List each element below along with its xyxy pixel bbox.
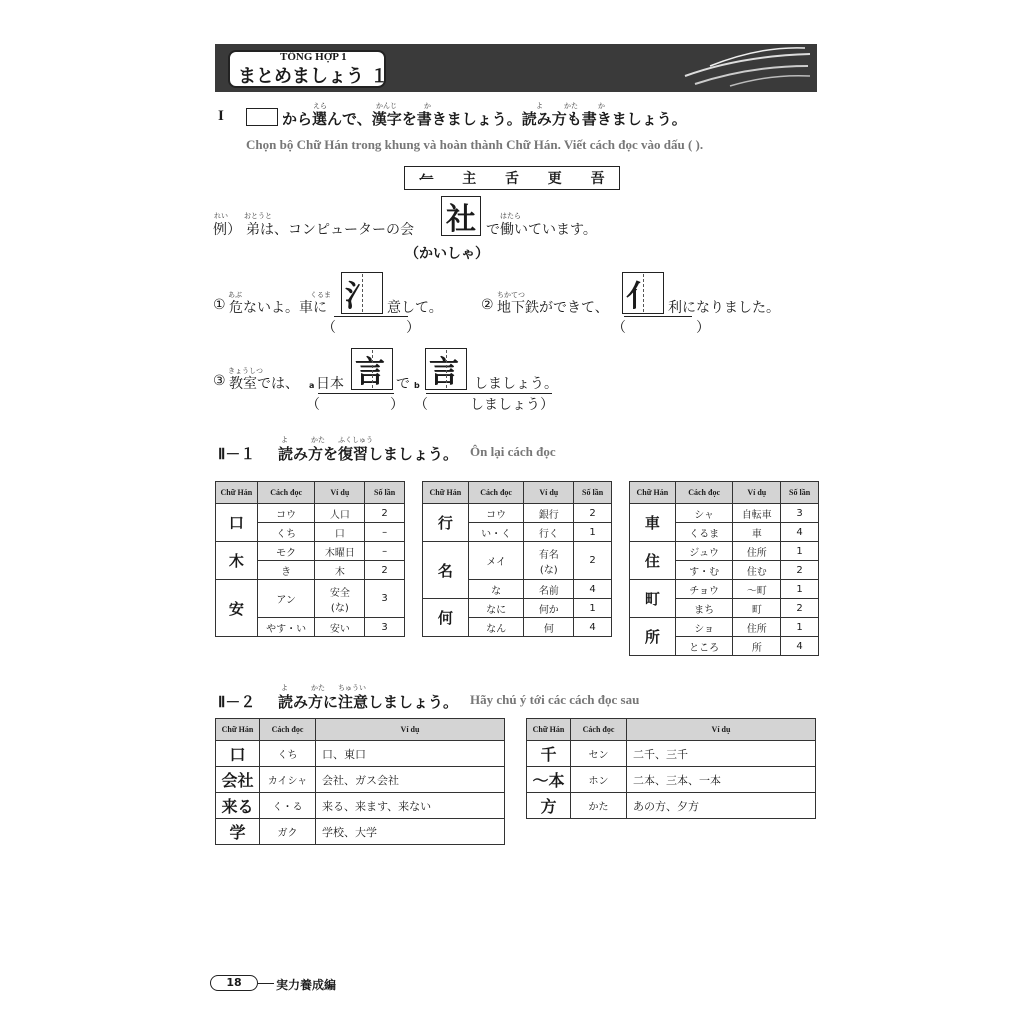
reading-cell: い・く xyxy=(468,523,524,542)
kanji-cell: 方 xyxy=(527,793,571,819)
page-number: 18 xyxy=(210,975,258,991)
count-cell: 3 xyxy=(365,580,405,618)
guide-line xyxy=(372,350,373,388)
table-row xyxy=(630,580,819,599)
kanji-cell: ～本 xyxy=(527,767,571,793)
section2-1-number: Ⅱ－１ xyxy=(218,447,256,463)
reading-cell: くるま xyxy=(675,523,733,542)
table-row xyxy=(423,599,612,618)
count-cell: 4 xyxy=(574,618,612,637)
section2-2-title-vn: Hãy chú ý tới các cách đọc sau xyxy=(470,692,640,707)
example-cell: あの方、夕方 xyxy=(627,793,816,819)
section1-instruction-vn: Chọn bộ Chữ Hán trong khung và hoàn thành Chữ Hán. Viết cách đọc vào dấu ( ). xyxy=(246,137,704,152)
count-cell: 3 xyxy=(781,504,819,523)
choice-item: 主 xyxy=(462,171,477,187)
example-cell: 何 xyxy=(524,618,574,637)
example-cell: 来る、来ます、来ない xyxy=(316,793,505,819)
example-kanji-box: 社 xyxy=(441,196,481,236)
example-cell: 木 xyxy=(315,561,365,580)
q3-answer-paren-b: （ しましょう） xyxy=(414,397,554,413)
kanji-cell: 口 xyxy=(216,504,258,542)
example-cell: 銀行 xyxy=(524,504,574,523)
col-header: Chữ Hán xyxy=(423,482,469,504)
kanji-cell: 学 xyxy=(216,819,260,845)
count-cell: 1 xyxy=(574,599,612,618)
reading-cell: ところ xyxy=(675,637,733,656)
reading-cell: かた xyxy=(571,793,627,819)
example-cell: 所 xyxy=(733,637,781,656)
table-row xyxy=(216,767,505,793)
ruby-text: ふくしゅう xyxy=(338,436,373,444)
example-cell: 住む xyxy=(733,561,781,580)
count-cell: 2 xyxy=(365,561,405,580)
reading-table-1 xyxy=(215,481,405,637)
section2-2-title: 読み方に注意しましょう。 xyxy=(278,693,459,711)
section1-number: I xyxy=(218,108,224,124)
example-text-before: 弟は、コンピューターの会 xyxy=(246,222,414,238)
reading-cell: アン xyxy=(257,580,315,618)
ruby-text: かんじ xyxy=(376,102,397,110)
count-cell: 1 xyxy=(781,542,819,561)
reading-cell: ショ xyxy=(675,618,733,637)
reading-cell: く・る xyxy=(260,793,316,819)
q1-kanji-box: 氵 xyxy=(341,272,383,314)
ruby-text: あぶ xyxy=(228,291,242,299)
count-cell: 1 xyxy=(781,580,819,599)
col-header: Ví dụ xyxy=(627,719,816,741)
col-header: Cách đọc xyxy=(257,482,315,504)
q3-answer-paren-a: （ ） xyxy=(306,397,404,413)
kanji-cell: 木 xyxy=(216,542,258,580)
kanji-cell: 名 xyxy=(423,542,469,599)
section2-1-title: 読み方を復習しましょう。 xyxy=(278,445,459,463)
ruby-text: ちゅうい xyxy=(338,684,366,692)
count-cell: 2 xyxy=(781,599,819,618)
example-cell: 口 xyxy=(315,523,365,542)
answer-line xyxy=(624,316,692,317)
footer-divider xyxy=(258,983,274,984)
example-cell: 会社、ガス会社 xyxy=(316,767,505,793)
ruby-text: えら xyxy=(313,102,327,110)
example-cell: 二本、三本、一本 xyxy=(627,767,816,793)
example-text-after: で働いています。 xyxy=(486,222,597,238)
example-cell: 安全 (な) xyxy=(315,580,365,618)
count-cell: – xyxy=(365,523,405,542)
reading-cell: くち xyxy=(257,523,315,542)
kanji-cell: 安 xyxy=(216,580,258,637)
table-header-row xyxy=(216,719,505,741)
table-header-row xyxy=(527,719,816,741)
count-cell: – xyxy=(365,542,405,561)
ruby-text: きょうしつ xyxy=(228,367,263,375)
guide-line xyxy=(362,274,363,312)
col-header: Số lần xyxy=(574,482,612,504)
header-title: まとめましょう １ xyxy=(238,66,389,87)
table-row xyxy=(216,819,505,845)
caution-table-left xyxy=(215,718,505,845)
example-cell: 人口 xyxy=(315,504,365,523)
choice-item: 更 xyxy=(547,171,562,187)
reading-cell: き xyxy=(257,561,315,580)
ruby-text: よ xyxy=(281,436,288,444)
ruby-text: おとうと xyxy=(244,212,272,220)
table-row xyxy=(630,504,819,523)
example-cell: 二千、三千 xyxy=(627,741,816,767)
q2-text-before: 地下鉄ができて、 xyxy=(497,300,609,316)
ruby-text: れい xyxy=(214,212,228,220)
kanji-cell: 来る xyxy=(216,793,260,819)
example-label: 例） xyxy=(213,222,241,238)
count-cell: 2 xyxy=(574,504,612,523)
ruby-text: くるま xyxy=(310,291,331,299)
reading-cell: な xyxy=(468,580,524,599)
kanji-choice-box xyxy=(404,166,620,190)
count-cell: 1 xyxy=(781,618,819,637)
guide-line xyxy=(446,350,447,388)
guide-line xyxy=(643,274,644,312)
count-cell: 1 xyxy=(574,523,612,542)
count-cell: 4 xyxy=(781,523,819,542)
q3-kanji-box-b: 言 xyxy=(425,348,467,390)
section2-1-title-vn: Ôn lại cách đọc xyxy=(470,444,556,459)
example-cell: 学校、大学 xyxy=(316,819,505,845)
answer-line xyxy=(318,393,394,394)
ruby-text: よ xyxy=(281,684,288,692)
reading-cell: くち xyxy=(260,741,316,767)
example-cell: 住所 xyxy=(733,618,781,637)
reading-cell: コウ xyxy=(257,504,315,523)
ruby-text: かた xyxy=(311,684,325,692)
col-header: Chữ Hán xyxy=(216,482,258,504)
example-cell: 車 xyxy=(733,523,781,542)
reading-cell: カイシャ xyxy=(260,767,316,793)
q2-answer-paren: （ ） xyxy=(612,320,710,336)
kanji-cell: 千 xyxy=(527,741,571,767)
col-header: Chữ Hán xyxy=(527,719,571,741)
count-cell: 2 xyxy=(365,504,405,523)
ruby-text: かた xyxy=(311,436,325,444)
q1-text-before: 危ないよ。車に xyxy=(229,300,327,316)
col-header: Ví dụ xyxy=(524,482,574,504)
col-header: Cách đọc xyxy=(260,719,316,741)
reading-cell: まち xyxy=(675,599,733,618)
q3-kanji-box-a: 言 xyxy=(351,348,393,390)
choice-item: 吾 xyxy=(590,171,605,187)
col-header: Ví dụ xyxy=(315,482,365,504)
example-cell: 住所 xyxy=(733,542,781,561)
example-cell: 名前 xyxy=(524,580,574,599)
reading-cell: メイ xyxy=(468,542,524,580)
count-cell: 2 xyxy=(781,561,819,580)
example-cell: 安い xyxy=(315,618,365,637)
choice-item: 舌 xyxy=(504,171,519,187)
sub-a: a xyxy=(309,381,315,390)
count-cell: 3 xyxy=(365,618,405,637)
q3-number: ③ xyxy=(213,373,226,389)
ruby-text: ちかてつ xyxy=(497,291,525,299)
reading-cell: なん xyxy=(468,618,524,637)
reading-cell: ガク xyxy=(260,819,316,845)
reading-cell: ホン xyxy=(571,767,627,793)
book-title: 実力養成編 xyxy=(276,978,337,992)
choice-item: 𠂉 xyxy=(419,171,434,187)
reading-cell: セン xyxy=(571,741,627,767)
col-header: Cách đọc xyxy=(468,482,524,504)
col-header: Ví dụ xyxy=(316,719,505,741)
reading-cell: す・む xyxy=(675,561,733,580)
table-row xyxy=(527,793,816,819)
table-header-row xyxy=(216,482,405,504)
kanji-cell: 口 xyxy=(216,741,260,767)
col-header: Ví dụ xyxy=(733,482,781,504)
col-header: Chữ Hán xyxy=(630,482,676,504)
answer-line xyxy=(426,393,552,394)
table-row xyxy=(216,504,405,523)
kanji-cell: 町 xyxy=(630,580,676,618)
answer-blank-box xyxy=(246,108,278,126)
header-subtitle: TỔNG HỢP 1 xyxy=(280,51,347,63)
kanji-cell: 何 xyxy=(423,599,469,637)
table-header-row xyxy=(423,482,612,504)
table-row xyxy=(527,741,816,767)
section1-instruction: から選んで、漢字を書きましょう。読み方も書きましょう。 xyxy=(282,110,687,128)
kanji-cell: 行 xyxy=(423,504,469,542)
example-cell: 口、東口 xyxy=(316,741,505,767)
table-row xyxy=(216,741,505,767)
reading-cell: モク xyxy=(257,542,315,561)
reading-cell: チョウ xyxy=(675,580,733,599)
reading-table-2 xyxy=(422,481,612,637)
col-header: Chữ Hán xyxy=(216,719,260,741)
reading-cell: シャ xyxy=(675,504,733,523)
table-row xyxy=(423,504,612,523)
ruby-text: か xyxy=(424,102,431,110)
example-cell: 自転車 xyxy=(733,504,781,523)
ruby-text: か xyxy=(598,102,605,110)
answer-line xyxy=(334,316,408,317)
reading-cell: コウ xyxy=(468,504,524,523)
swoosh-decoration xyxy=(680,46,815,90)
reading-cell: なに xyxy=(468,599,524,618)
reading-cell: やす・い xyxy=(257,618,315,637)
example-reading: （かいしゃ） xyxy=(405,246,489,262)
q1-answer-paren: （ ） xyxy=(322,320,420,336)
table-row xyxy=(630,618,819,637)
count-cell: 2 xyxy=(574,542,612,580)
q3-text-after: しましょう。 xyxy=(474,376,558,392)
q2-kanji-box: 亻 xyxy=(622,272,664,314)
q3-text-mid2: で xyxy=(396,376,410,392)
q1-text-after: 意して。 xyxy=(387,300,443,316)
example-cell: 行く xyxy=(524,523,574,542)
table-row xyxy=(216,580,405,618)
kanji-cell: 所 xyxy=(630,618,676,656)
ruby-text: かた xyxy=(564,102,578,110)
example-cell: 有名 (な) xyxy=(524,542,574,580)
example-cell: 何か xyxy=(524,599,574,618)
q3-text-mid1: 日本 xyxy=(316,376,344,392)
q3-text-before: 教室では、 xyxy=(229,376,299,392)
table-row xyxy=(216,542,405,561)
col-header: Cách đọc xyxy=(571,719,627,741)
reading-cell: ジュウ xyxy=(675,542,733,561)
q1-number: ① xyxy=(213,297,226,313)
sub-b: b xyxy=(414,381,420,390)
example-cell: 木曜日 xyxy=(315,542,365,561)
example-cell: ～町 xyxy=(733,580,781,599)
table-row xyxy=(216,793,505,819)
table-row xyxy=(630,542,819,561)
kanji-cell: 車 xyxy=(630,504,676,542)
count-cell: 4 xyxy=(781,637,819,656)
q2-text-after: 利になりました。 xyxy=(668,300,780,316)
table-header-row xyxy=(630,482,819,504)
kanji-cell: 住 xyxy=(630,542,676,580)
reading-table-3 xyxy=(629,481,819,656)
table-row xyxy=(423,542,612,580)
ruby-text: はたら xyxy=(500,212,521,220)
example-cell: 町 xyxy=(733,599,781,618)
ruby-text: よ xyxy=(536,102,543,110)
count-cell: 4 xyxy=(574,580,612,599)
section2-2-number: Ⅱ－２ xyxy=(218,695,256,711)
caution-table-right xyxy=(526,718,816,819)
table-row xyxy=(527,767,816,793)
col-header: Số lần xyxy=(781,482,819,504)
col-header: Cách đọc xyxy=(675,482,733,504)
kanji-cell: 会社 xyxy=(216,767,260,793)
col-header: Số lần xyxy=(365,482,405,504)
q2-number: ② xyxy=(481,297,494,313)
